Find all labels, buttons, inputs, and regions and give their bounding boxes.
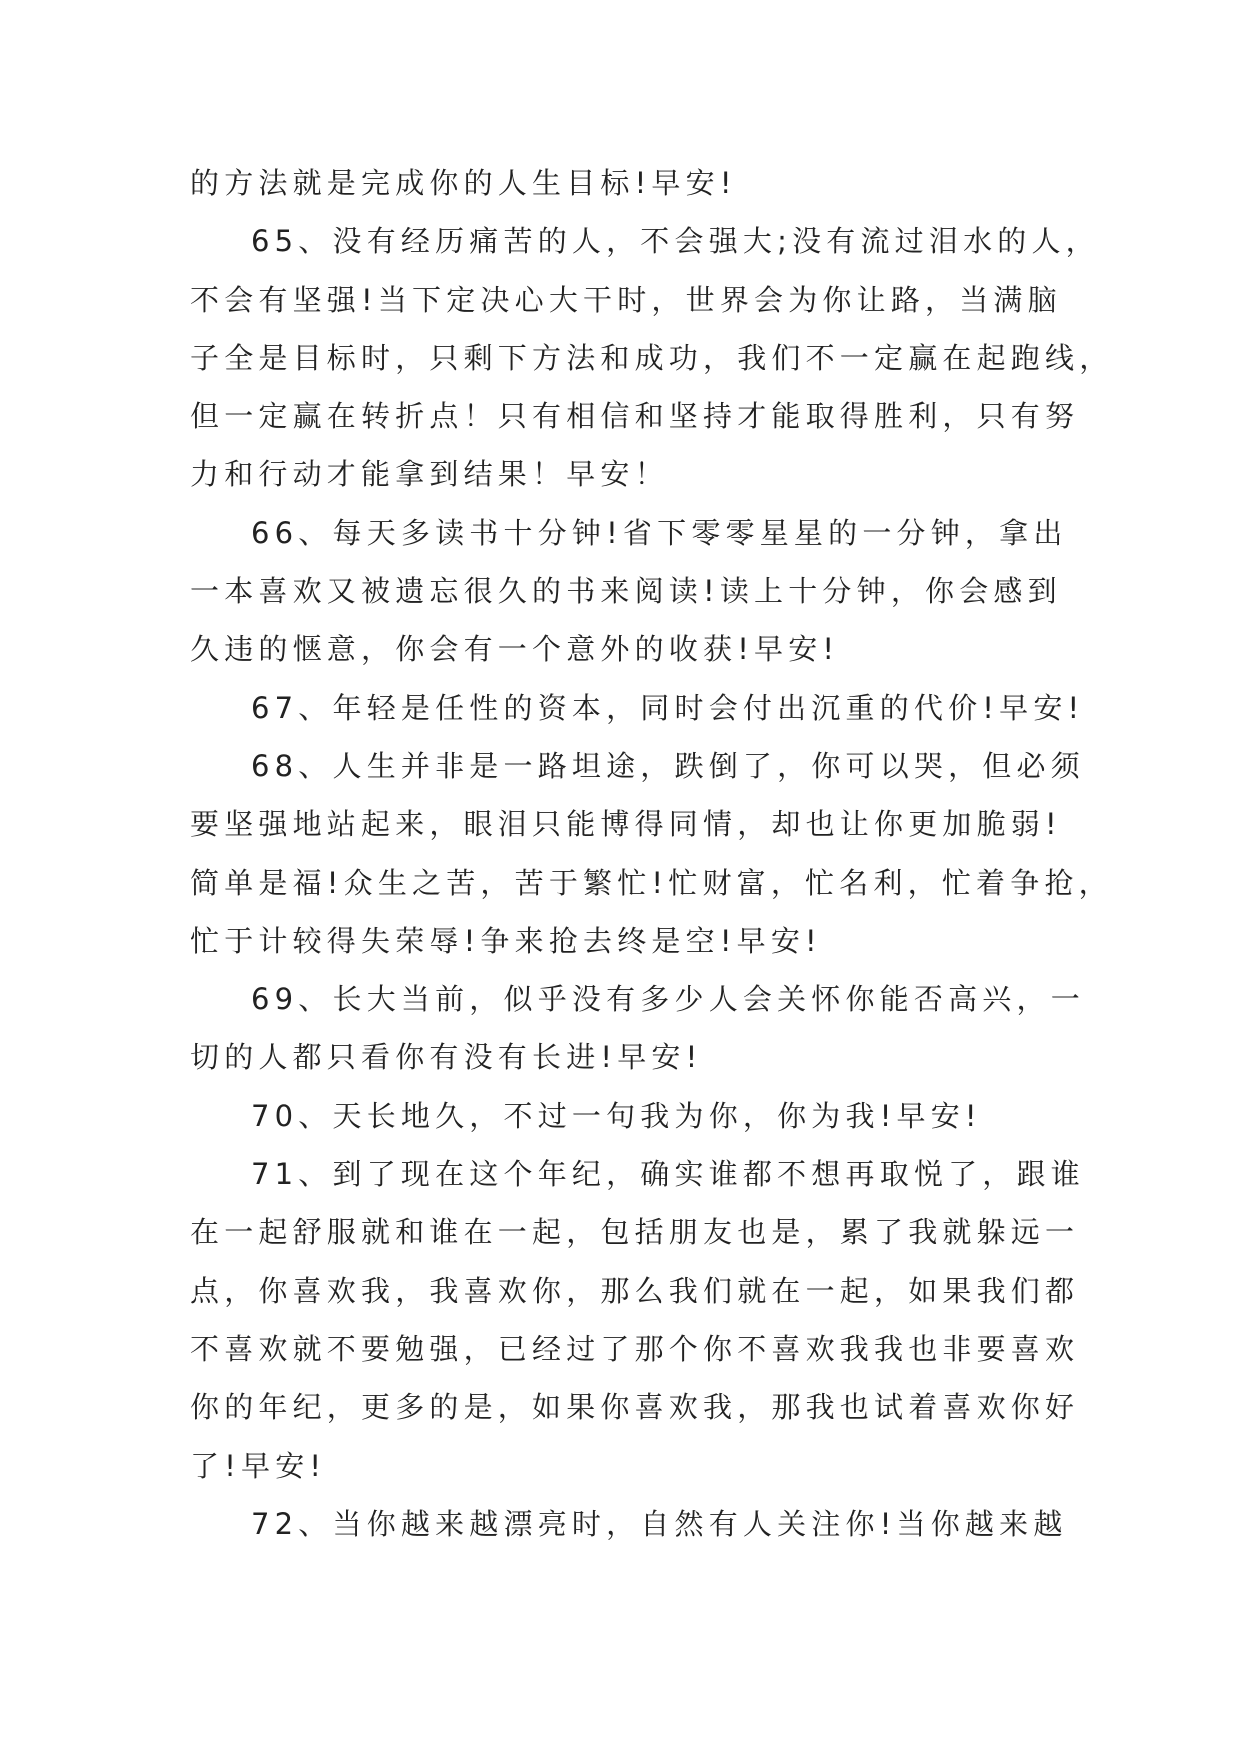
text-line: 你的年纪，更多的是，如果你喜欢我，那我也试着喜欢你好 bbox=[190, 1390, 1080, 1425]
text-line: 了!早安! bbox=[190, 1448, 327, 1483]
text-line: 70、天长地久，不过一句我为你，你为我!早安! bbox=[251, 1098, 982, 1133]
text-line: 要坚强地站起来，眼泪只能博得同情，却也让你更加脆弱! bbox=[190, 807, 1062, 842]
document-body bbox=[190, 154, 1114, 1553]
text-line: 71、到了现在这个年纪，确实谁都不想再取悦了，跟谁 bbox=[251, 1157, 1085, 1192]
text-line: 72、当你越来越漂亮时，自然有人关注你!当你越来越 bbox=[251, 1506, 1068, 1541]
text-line: 69、长大当前，似乎没有多少人会关怀你能否高兴，一 bbox=[251, 982, 1085, 1017]
text-line: 65、没有经历痛苦的人，不会强大;没有流过泪水的人， bbox=[251, 224, 1100, 259]
text-line: 久违的惬意，你会有一个意外的收获!早安! bbox=[190, 632, 840, 667]
text-line: 68、人生并非是一路坦途，跌倒了，你可以哭，但必须 bbox=[251, 748, 1085, 783]
text-line: 在一起舒服就和谁在一起，包括朋友也是，累了我就躲远一 bbox=[190, 1215, 1080, 1250]
text-line: 点，你喜欢我，我喜欢你，那么我们就在一起，如果我们都 bbox=[190, 1273, 1080, 1308]
text-line: 不会有坚强!当下定决心大干时，世界会为你让路，当满脑 bbox=[190, 282, 1062, 317]
text-line: 不喜欢就不要勉强，已经过了那个你不喜欢我我也非要喜欢 bbox=[190, 1331, 1080, 1366]
text-line: 切的人都只看你有没有长进!早安! bbox=[190, 1040, 703, 1075]
text-line: 的方法就是完成你的人生目标!早安! bbox=[190, 166, 737, 200]
text-line: 力和行动才能拿到结果！早安！ bbox=[190, 457, 669, 492]
text-line: 简单是福!众生之苦，苦于繁忙!忙财富，忙名利，忙着争抢， bbox=[190, 865, 1113, 900]
text-line: 67、年轻是任性的资本，同时会付出沉重的代价!早安! bbox=[251, 690, 1085, 725]
text-line: 但一定赢在转折点！只有相信和坚持才能取得胜利，只有努 bbox=[190, 399, 1080, 434]
text-line: 66、每天多读书十分钟!省下零零星星的一分钟，拿出 bbox=[251, 515, 1068, 550]
text-line: 子全是目标时，只剩下方法和成功，我们不一定赢在起跑线， bbox=[190, 340, 1114, 375]
text-line: 一本喜欢又被遗忘很久的书来阅读!读上十分钟，你会感到 bbox=[190, 574, 1062, 609]
text-line: 忙于计较得失荣辱!争来抢去终是空!早安! bbox=[190, 923, 822, 958]
